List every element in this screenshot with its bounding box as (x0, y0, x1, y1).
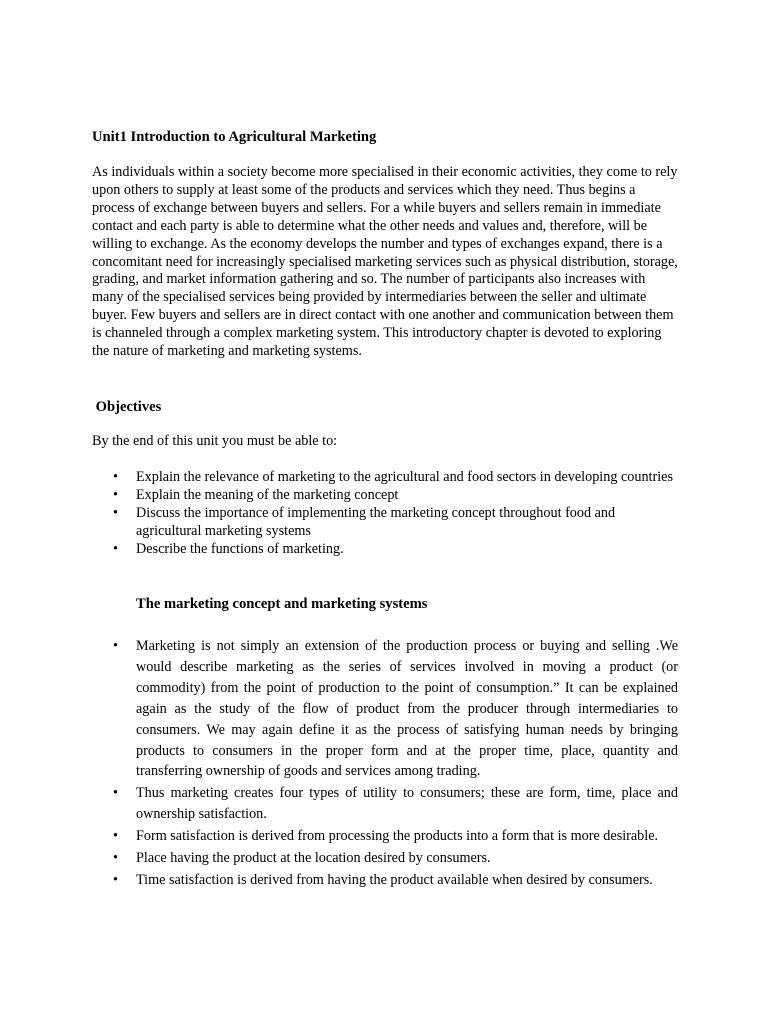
marketing-point-text: Marketing is not simply an extension of the production process or buying and selling .We would describe marketing as the series of services involved in moving a product (or commodity) from the point of production to the point of consumption.” It can be explained again as the study of the flow of product from the producer through intermediaries to consumers. We may again define it as the process of satisfying human needs by bringing products to consumers in the proper form and at the proper time, place, quantity and transferring ownership of goods and services among trading. (136, 638, 678, 780)
objective-text: Discuss the importance of implementing the marketing concept throughout food and agricultural marketing systems (136, 504, 616, 539)
objectives-list (113, 469, 675, 559)
list-item (113, 469, 675, 487)
list-item (113, 541, 675, 559)
bullet-icon: • (113, 828, 118, 845)
list-item (113, 487, 675, 505)
bullet-icon: • (113, 504, 118, 521)
objectives-heading: Objectives (92, 399, 162, 415)
list-item (113, 870, 678, 891)
bullet-icon: • (113, 871, 118, 888)
list-item (113, 505, 675, 541)
marketing-points-list (113, 636, 678, 892)
list-item (113, 826, 678, 847)
objectives-lead: By the end of this unit you must be able to: (92, 433, 338, 449)
marketing-point-text: Thus marketing creates four types of utility to consumers; these are form, time, place and ownership satisfaction. (136, 785, 678, 823)
bullet-icon: • (113, 486, 118, 503)
bullet-icon: • (113, 638, 118, 654)
objective-text: Explain the meaning of the marketing concept (136, 486, 399, 503)
objective-text: Explain the relevance of marketing to the agricultural and food sectors in developing countries (136, 469, 673, 485)
bullet-icon: • (113, 469, 118, 485)
marketing-point-text: Form satisfaction is derived from processing the products into a form that is more desirable. (136, 828, 659, 845)
bullet-icon: • (113, 785, 118, 802)
list-item (113, 783, 678, 825)
list-item (113, 848, 678, 869)
marketing-point-text: Place having the product at the location desired by consumers. (136, 850, 491, 867)
intro-paragraph: As individuals within a society become more specialised in their economic activities, they come to rely upon others to supply at least some of the products and services which they need. Thus begins a process of exchange between buyers and sellers. For a while buyers and sellers remain in immediate contact and each party is able to determine what the other needs and values and, therefore, will be willing to exchange. As the economy develops the number and types of exchanges expand, there is a concomitant need for increasingly specialised marketing services such as physical distribution, storage, grading, and market information gathering and so. The number of participants also increases with many of the specialised services being provided by intermediaries between the seller and ultimate buyer. Few buyers and sellers are in direct contact with one another and communication between them is channeled through a complex marketing system. This introductory chapter is devoted to exploring the nature of marketing and marketing systems. (92, 164, 678, 360)
bullet-icon: • (113, 850, 118, 867)
document-title: Unit1 Introduction to Agricultural Marketing (92, 129, 377, 145)
marketing-point-text: Time satisfaction is derived from having the product available when desired by consumers. (136, 871, 653, 888)
bullet-icon: • (113, 540, 118, 557)
list-item (113, 636, 678, 782)
section-heading: The marketing concept and marketing systems (136, 596, 428, 612)
objective-text: Describe the functions of marketing. (136, 540, 344, 557)
